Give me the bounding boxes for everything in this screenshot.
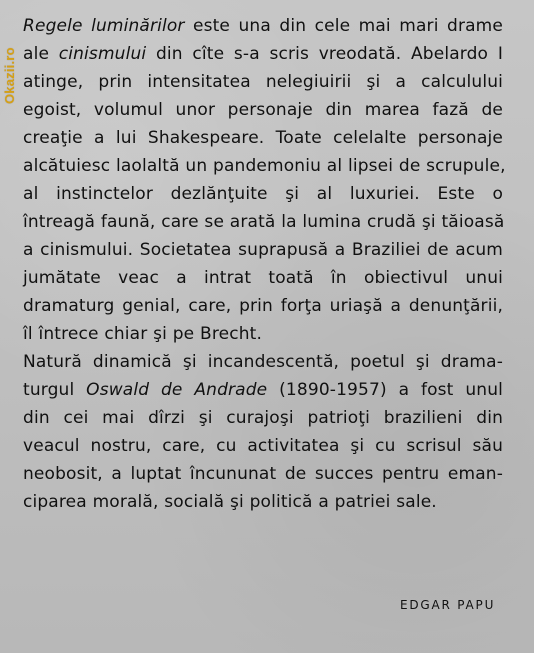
line-text: îl întrece chiar şi pe Brecht. [23,324,263,344]
text-line [23,46,503,63]
line-text: creaţie a lui Shakespeare. Toate celelalte personaje [23,128,503,148]
line-text: alcătuiesc laolaltă un pandemoniu al lipsei de scrupule, [23,156,506,176]
line-text: egoist, volumul unor personaje din marea fază de [23,100,503,120]
line-text: a cinismului. Societatea suprapusă a Braziliei de acum [23,240,503,260]
author-signature: EDGAR PAPU [400,598,496,612]
text-line [23,494,437,511]
emphasis-italic: cinismului [58,44,147,64]
text-line [23,270,503,287]
line-text: turgul [23,380,87,400]
text-line [23,438,503,455]
text-line [23,326,262,343]
line-text: veacul nostru, care, cu activitatea şi cu scrisul său [23,436,503,456]
site-watermark: Okazii.ro [2,47,17,104]
line-text: din cîte s-a scris vreodată. Abelardo I [146,44,503,64]
line-text: dramaturg genial, care, prin forţa uriaşă a denunţării, [23,296,503,316]
text-line [23,156,506,176]
text-line [23,466,503,483]
line-text: Natură dinamică şi incandescentă, poetul şi drama- [23,352,503,372]
line-text: ale [23,44,59,64]
text-line [23,242,503,259]
line-text: ciparea morală, socială şi politică a patriei sale. [23,492,437,512]
text-line [23,74,503,91]
title-italic: Regele luminărilor [23,16,185,36]
line-text: întreagă faună, care se arată la lumina crudă şi tăioasă [23,212,505,232]
text-line [23,298,503,315]
line-text: din cei mai dîrzi şi curajoşi patrioţi brazilieni din [23,408,503,428]
line-text: (1890-1957) a fost unul [267,380,503,400]
text-line [23,382,503,399]
text-line [23,410,503,427]
text-line [23,130,503,147]
line-text: atinge, prin intensitatea nelegiuirii şi a calculului [23,72,503,92]
line-text: este una din cele mai mari drame [184,16,504,36]
text-line [23,102,503,119]
line-text: jumătate veac a intrat toată în obiectivul unui [23,268,503,288]
text-line [23,214,503,231]
author-name-italic: Oswald de Andrade [86,380,268,400]
line-text: al instinctelor dezlănţuite şi al luxuriei. Este o [23,184,503,204]
text-line [23,354,503,371]
text-line [23,18,503,35]
text-line [23,186,503,203]
line-text: neobosit, a luptat încununat de succes pentru eman- [23,464,503,484]
